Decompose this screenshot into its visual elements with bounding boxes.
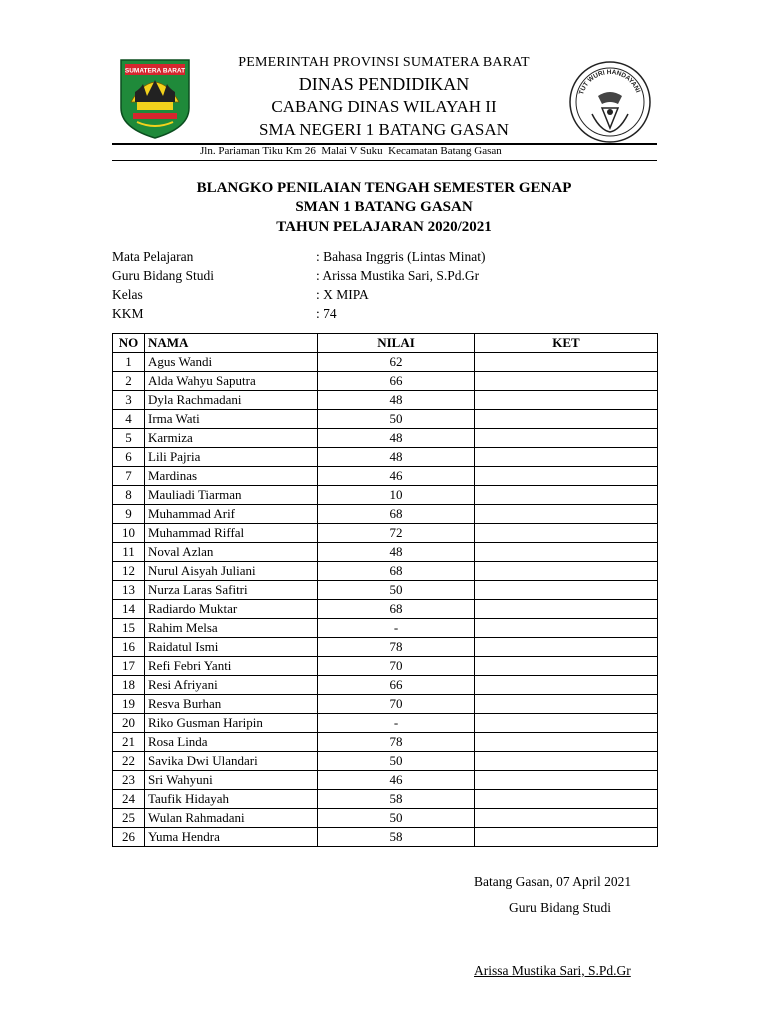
table-row [113,372,658,391]
table-row [113,752,658,771]
document-year: TAHUN PELAJARAN 2020/2021 [276,219,492,235]
cell-nama: Rahim Melsa [145,619,318,638]
document-subtitle: SMAN 1 BATANG GASAN [295,199,473,215]
cell-ket [475,619,658,638]
cell-nilai: 68 [318,505,475,524]
cell-no: 18 [113,676,145,695]
cell-no: 16 [113,638,145,657]
cell-nama: Nurza Laras Safitri [145,581,318,600]
cell-nama: Raidatul Ismi [145,638,318,657]
cell-nilai: 50 [318,809,475,828]
cell-nilai: 66 [318,676,475,695]
cell-ket [475,695,658,714]
cell-nilai: 46 [318,467,475,486]
column-header-no: NO [113,334,145,353]
grades-table [112,333,658,847]
cell-nilai: 48 [318,429,475,448]
cell-ket [475,733,658,752]
info-value-teacher: : Arissa Mustika Sari, S.Pd.Gr [316,268,480,283]
table-row [113,828,658,847]
table-row [113,505,658,524]
cell-no: 17 [113,657,145,676]
cell-no: 3 [113,391,145,410]
cell-ket [475,372,658,391]
cell-nilai: 58 [318,790,475,809]
cell-nilai: 78 [318,638,475,657]
cell-nilai: 48 [318,391,475,410]
cell-nama: Resi Afriyani [145,676,318,695]
table-row [113,429,658,448]
table-row [113,619,658,638]
cell-nilai: 50 [318,581,475,600]
branch-heading: CABANG DINAS WILAYAH II [271,97,497,116]
cell-ket [475,429,658,448]
cell-ket [475,657,658,676]
cell-nama: Riko Gusman Haripin [145,714,318,733]
cell-nama: Wulan Rahmadani [145,809,318,828]
cell-nilai: 78 [318,733,475,752]
svg-text:SUMATERA BARAT: SUMATERA BARAT [124,67,186,75]
info-value-class: : X MIPA [316,287,369,302]
cell-ket [475,505,658,524]
cell-nama: Sri Wahyuni [145,771,318,790]
cell-no: 26 [113,828,145,847]
cell-nama: Karmiza [145,429,318,448]
info-label-teacher: Guru Bidang Studi [112,268,215,283]
header-divider-top [112,143,657,145]
cell-ket [475,562,658,581]
cell-no: 14 [113,600,145,619]
cell-no: 22 [113,752,145,771]
cell-ket [475,638,658,657]
cell-ket [475,467,658,486]
cell-ket [475,714,658,733]
cell-nilai: 62 [318,353,475,372]
cell-ket [475,391,658,410]
cell-nama: Lili Pajria [145,448,318,467]
cell-nilai: 70 [318,657,475,676]
cell-nilai: 46 [318,771,475,790]
cell-nama: Mauliadi Tiarman [145,486,318,505]
cell-no: 1 [113,353,145,372]
cell-nilai: 68 [318,562,475,581]
table-row [113,524,658,543]
table-row [113,714,658,733]
table-row [113,410,658,429]
department-heading: DINAS PENDIDIKAN [298,74,470,94]
cell-nama: Taufik Hidayah [145,790,318,809]
cell-nilai: - [318,714,475,733]
info-value-subject: : Bahasa Inggris (Lintas Minat) [316,249,486,264]
table-header-row [113,334,658,353]
school-heading: SMA NEGERI 1 BATANG GASAN [259,120,509,139]
table-row [113,391,658,410]
cell-nilai: 58 [318,828,475,847]
info-label-class: Kelas [112,287,143,302]
table-row [113,657,658,676]
table-row [113,562,658,581]
table-body [113,353,658,847]
column-header-nilai: NILAI [318,334,475,353]
cell-ket [475,353,658,372]
cell-ket [475,809,658,828]
cell-nilai: 48 [318,543,475,562]
cell-nama: Agus Wandi [145,353,318,372]
cell-ket [475,828,658,847]
cell-no: 12 [113,562,145,581]
table-row [113,486,658,505]
cell-nilai: 10 [318,486,475,505]
cell-ket [475,676,658,695]
table-row [113,676,658,695]
cell-nama: Rosa Linda [145,733,318,752]
info-label-subject: Mata Pelajaran [112,249,194,264]
cell-ket [475,581,658,600]
table-row [113,638,658,657]
cell-no: 13 [113,581,145,600]
column-header-nama: NAMA [145,334,318,353]
cell-no: 6 [113,448,145,467]
info-value-kkm: : 74 [316,306,337,321]
cell-nama: Resva Burhan [145,695,318,714]
document-title: BLANGKO PENILAIAN TENGAH SEMESTER GENAP [196,180,572,196]
cell-no: 20 [113,714,145,733]
signature-place-date: Batang Gasan, 07 April 2021 [474,874,632,889]
cell-no: 25 [113,809,145,828]
cell-nama: Noval Azlan [145,543,318,562]
cell-no: 4 [113,410,145,429]
table-row [113,600,658,619]
table-row [113,581,658,600]
cell-nama: Muhammad Riffal [145,524,318,543]
table-row [113,353,658,372]
cell-nilai: 48 [318,448,475,467]
government-heading: PEMERINTAH PROVINSI SUMATERA BARAT [238,55,530,70]
signature-name: Arissa Mustika Sari, S.Pd.Gr [474,963,631,978]
cell-ket [475,410,658,429]
cell-ket [475,524,658,543]
cell-ket [475,448,658,467]
cell-nilai: 50 [318,752,475,771]
cell-nilai: 68 [318,600,475,619]
cell-nama: Yuma Hendra [145,828,318,847]
cell-nilai: 70 [318,695,475,714]
signature-role: Guru Bidang Studi [509,900,612,915]
table-row [113,543,658,562]
table-row [113,695,658,714]
cell-no: 9 [113,505,145,524]
cell-no: 21 [113,733,145,752]
cell-nama: Mardinas [145,467,318,486]
cell-no: 5 [113,429,145,448]
cell-nama: Muhammad Arif [145,505,318,524]
column-header-ket: KET [475,334,658,353]
table-row [113,771,658,790]
cell-no: 2 [113,372,145,391]
cell-no: 7 [113,467,145,486]
cell-ket [475,486,658,505]
cell-nama: Dyla Rachmadani [145,391,318,410]
cell-nama: Refi Febri Yanti [145,657,318,676]
cell-no: 11 [113,543,145,562]
cell-ket [475,752,658,771]
cell-no: 23 [113,771,145,790]
cell-no: 15 [113,619,145,638]
cell-no: 19 [113,695,145,714]
cell-no: 10 [113,524,145,543]
cell-ket [475,543,658,562]
table-row [113,448,658,467]
svg-text:TUT WURI HANDAYANI: TUT WURI HANDAYANI [578,68,642,96]
cell-no: 24 [113,790,145,809]
table-row [113,790,658,809]
cell-ket [475,790,658,809]
header-divider-bottom [112,160,657,161]
cell-ket [475,771,658,790]
cell-nilai: 72 [318,524,475,543]
info-label-kkm: KKM [112,306,144,321]
cell-nama: Alda Wahyu Saputra [145,372,318,391]
cell-nama: Savika Dwi Ulandari [145,752,318,771]
table-row [113,467,658,486]
cell-nama: Nurul Aisyah Juliani [145,562,318,581]
table-row [113,809,658,828]
cell-nama: Radiardo Muktar [145,600,318,619]
cell-nilai: 66 [318,372,475,391]
school-address: Jln. Pariaman Tiku Km 26 Malai V Suku Kecamatan Batang Gasan [200,145,502,157]
table-row [113,733,658,752]
cell-nilai: - [318,619,475,638]
cell-ket [475,600,658,619]
cell-no: 8 [113,486,145,505]
cell-nama: Irma Wati [145,410,318,429]
cell-nilai: 50 [318,410,475,429]
